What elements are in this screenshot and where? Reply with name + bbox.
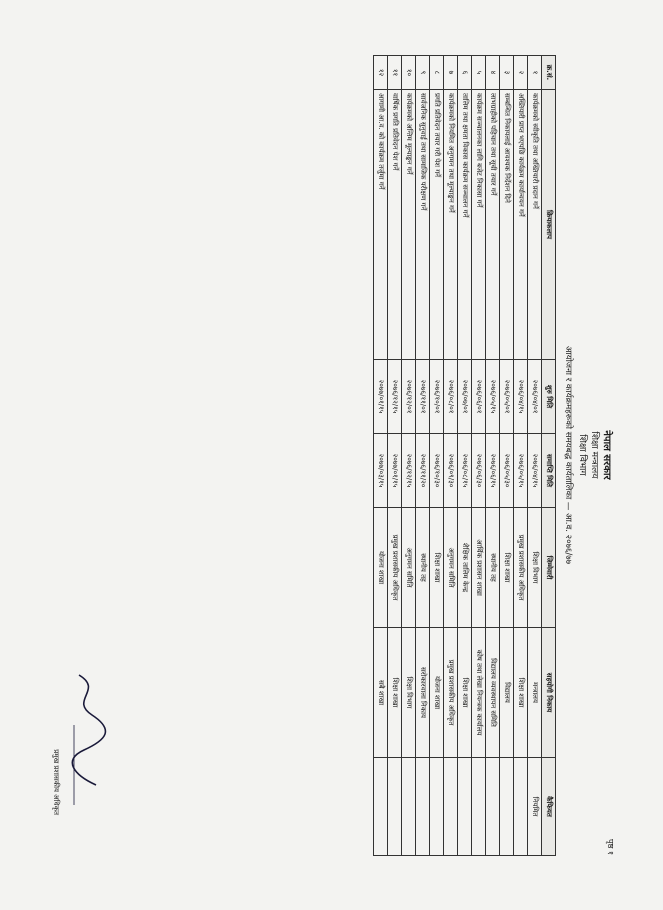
table-row (415, 56, 429, 856)
cell-activity: कार्यक्रमको अन्तिम मूल्याङ्कन गर्ने (401, 90, 415, 360)
schedule-table (373, 55, 556, 856)
rotated-sheet (51, 55, 615, 855)
cell-activity: आगामी आ.व. को कार्यक्रम तर्जुमा गर्ने (373, 90, 387, 360)
cell-support: मन्त्रालय (527, 628, 541, 758)
table-header-row (541, 56, 555, 856)
signature-stamp (51, 665, 114, 815)
cell-support: शिक्षा शाखा (457, 628, 471, 758)
cell-resp: आर्थिक प्रशासन शाखा (471, 508, 485, 628)
col-header-start: शुरु मिति (541, 360, 555, 434)
cell-end: २०७६/१२/१५ (401, 434, 415, 508)
cell-sn: ५ (471, 56, 485, 90)
cell-start: २०७६/१२/१५ (387, 360, 401, 434)
cell-resp: अनुगमन समिति (401, 508, 415, 628)
table-row (401, 56, 415, 856)
cell-end: २०७६/०६/३० (471, 434, 485, 508)
cell-remark (443, 758, 457, 856)
cell-remark (387, 758, 401, 856)
cell-end: २०७६/०४/१५ (527, 434, 541, 508)
cell-remark (471, 758, 485, 856)
table-row (471, 56, 485, 856)
cell-start: २०७६/०८/०१ (443, 360, 457, 434)
cell-start: २०७६/०४/१५ (513, 360, 527, 434)
cell-resp: स्थानीय तह (485, 508, 499, 628)
table-row (513, 56, 527, 856)
table-row (457, 56, 471, 856)
cell-sn: ८ (429, 56, 443, 90)
cell-start: २०७७/०१/१५ (373, 360, 387, 434)
cell-start: २०७६/१२/०१ (401, 360, 415, 434)
table-row (499, 56, 513, 856)
cell-resp: शिक्षा विभाग (527, 508, 541, 628)
col-header-support: सहयोगी निकाय (541, 628, 555, 758)
cell-support: विद्यालय व्यवस्थापन समिति (485, 628, 499, 758)
cell-end: २०७६/०६/१५ (485, 434, 499, 508)
cell-support: शिक्षा शाखा (513, 628, 527, 758)
cell-resp: स्थानीय तह (415, 508, 429, 628)
cell-support: शिक्षा शाखा (387, 628, 401, 758)
cell-activity: कार्यक्रम सञ्चालनका लागि बजेट निकासा गर्ने (471, 90, 485, 360)
cell-end: २०७६/०९/३० (443, 434, 457, 508)
cell-activity: सार्वजनिक सुनुवाई तथा सामाजिक परीक्षण गर्ने (415, 90, 429, 360)
signature-icon (64, 665, 114, 815)
cell-support: सबै शाखा (373, 628, 387, 758)
cell-end: २०७६/११/२० (415, 434, 429, 508)
cell-end: २०७७/०१/१५ (387, 434, 401, 508)
cell-remark (485, 758, 499, 856)
table-row (527, 56, 541, 856)
cell-start: २०७६/०५/१५ (485, 360, 499, 434)
col-header-remark: कैफियत (541, 758, 555, 856)
table-row (429, 56, 443, 856)
cell-sn: ६ (457, 56, 471, 90)
col-header-responsible: जिम्मेवारी (541, 508, 555, 628)
office-line-2: शिक्षा मन्त्रालय (588, 431, 599, 479)
cell-remark (373, 758, 387, 856)
cell-start: २०७६/०७/०१ (457, 360, 471, 434)
cell-support: सरोकारवाला निकाय (415, 628, 429, 758)
cell-activity: प्रगति प्रतिवेदन तयार गरी पेश गर्ने (429, 90, 443, 360)
cell-resp: प्रमुख प्रशासकीय अधिकृत (513, 508, 527, 628)
cell-sn: १ (527, 56, 541, 90)
cell-end: २०७६/०५/१५ (513, 434, 527, 508)
cell-activity: सम्बन्धित निकायलाई आवश्यक निर्देशन दिने (499, 90, 513, 360)
cell-activity: अख्तियारी प्राप्त भएपछि कार्यक्रम कार्यान्वयन गर्ने (513, 90, 527, 360)
document-header (562, 55, 612, 855)
table-row (443, 56, 457, 856)
cell-sn: ९ (415, 56, 429, 90)
cell-resp: अनुगमन समिति (443, 508, 457, 628)
office-line-1: नेपाल सरकार (600, 430, 612, 480)
col-header-activity: क्रियाकलाप (541, 90, 555, 360)
col-header-end: समाप्ति मिति (541, 434, 555, 508)
cell-support: प्रमुख प्रशासकीय अधिकृत (443, 628, 457, 758)
table-row (373, 56, 387, 856)
cell-resp: प्रमुख प्रशासकीय अधिकृत (387, 508, 401, 628)
page-number: पृष्ठ १ (605, 839, 615, 855)
cell-activity: लाभग्राहीको पहिचान तथा सूची तयार गर्ने (485, 90, 499, 360)
cell-support: विद्यालय (499, 628, 513, 758)
cell-start: २०७६/१०/०१ (429, 360, 443, 434)
cell-activity: तालिम तथा क्षमता विकास कार्यक्रम सञ्चालन गर्ने (457, 90, 471, 360)
cell-sn: ३ (499, 56, 513, 90)
table-row (485, 56, 499, 856)
cell-remark (513, 758, 527, 856)
cell-sn: २ (513, 56, 527, 90)
cell-support: कोष तथा लेखा नियन्त्रक कार्यालय (471, 628, 485, 758)
cell-sn: १० (401, 56, 415, 90)
col-header-sn: क्र.सं. (541, 56, 555, 90)
cell-activity: वार्षिक प्रगति प्रतिवेदन पेश गर्ने (387, 90, 401, 360)
cell-sn: ११ (387, 56, 401, 90)
table-row (387, 56, 401, 856)
cell-end: २०७६/१०/३० (429, 434, 443, 508)
signature-stamp-text: प्रमुख प्रशासकीय अधिकृत (51, 749, 60, 815)
cell-support: योजना शाखा (429, 628, 443, 758)
office-line-3: शिक्षा विभाग (576, 434, 587, 476)
cell-remark (457, 758, 471, 856)
cell-activity: कार्यक्रमको नियमित अनुगमन तथा मूल्याङ्कन गर्ने (443, 90, 457, 360)
cell-remark (415, 758, 429, 856)
cell-support: शिक्षा विभाग (401, 628, 415, 758)
cell-sn: ४ (485, 56, 499, 90)
cell-resp: शैक्षिक तालिम केन्द्र (457, 508, 471, 628)
cell-resp: शिक्षा शाखा (429, 508, 443, 628)
cell-start: २०७६/०४/०१ (527, 360, 541, 434)
cell-sn: १२ (373, 56, 387, 90)
document-title: आयोजना र कार्यक्रमहरूको समयबद्ध कार्यतालिका — आ.व. २०७६/७७ (562, 345, 573, 565)
cell-end: २०७६/०८/१५ (457, 434, 471, 508)
cell-remark: नियमित (527, 758, 541, 856)
cell-remark (499, 758, 513, 856)
cell-resp: शिक्षा शाखा (499, 508, 513, 628)
cell-activity: कार्यक्रमको स्वीकृति तथा अख्तियारी प्रदान गर्ने (527, 90, 541, 360)
cell-start: २०७६/११/०१ (415, 360, 429, 434)
cell-sn: ७ (443, 56, 457, 90)
cell-remark (429, 758, 443, 856)
cell-end: २०७७/०३/१५ (373, 434, 387, 508)
cell-end: २०७६/०५/३० (499, 434, 513, 508)
cell-start: २०७६/०५/०१ (499, 360, 513, 434)
cell-remark (401, 758, 415, 856)
cell-start: २०७६/०६/०१ (471, 360, 485, 434)
cell-resp: योजना शाखा (373, 508, 387, 628)
